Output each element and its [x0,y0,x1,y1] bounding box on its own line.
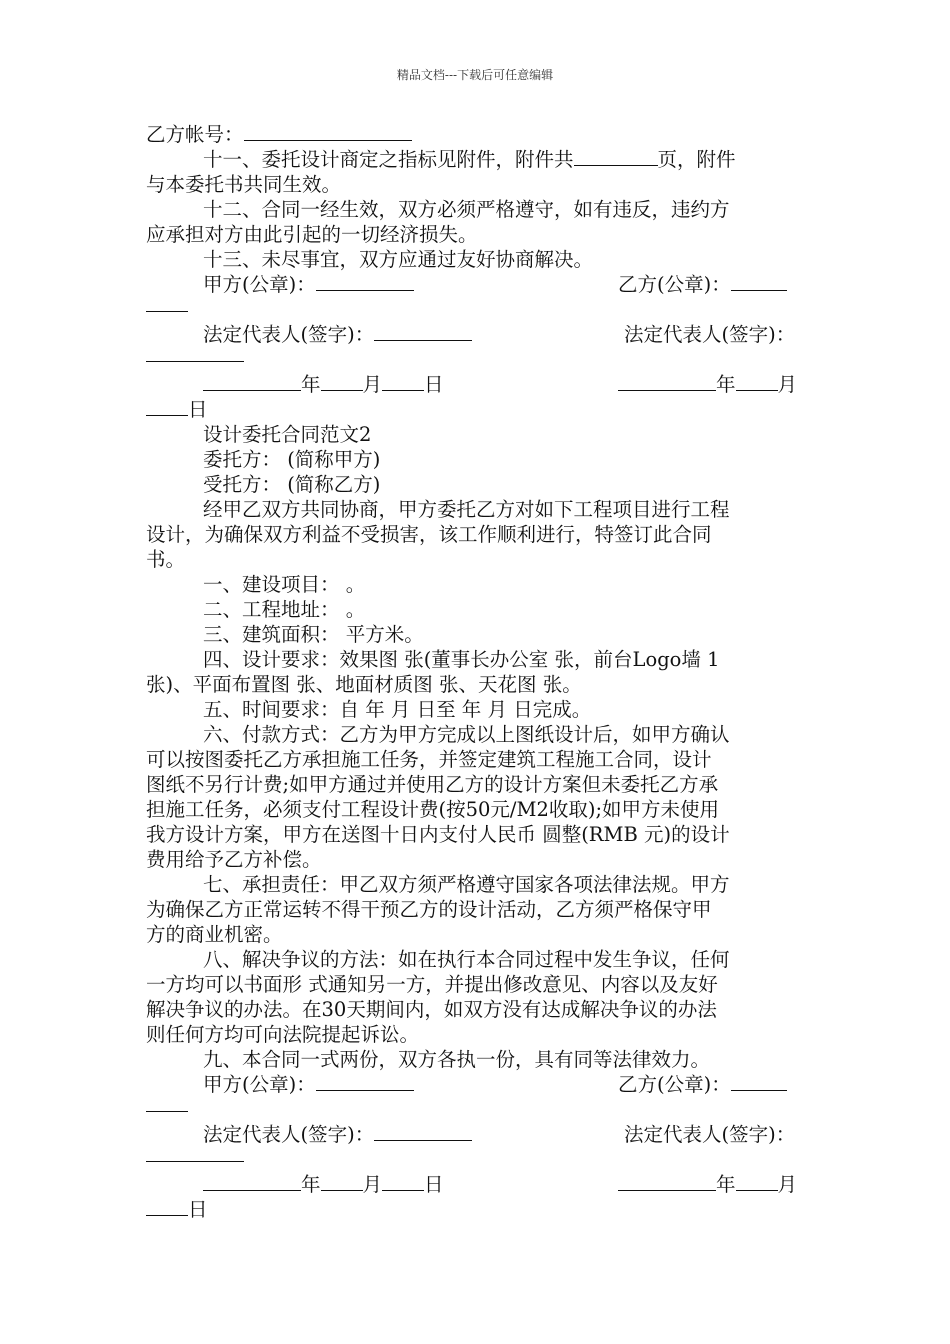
party-seal-line-2: 甲方(公章)： 乙方(公章)： [146,1072,808,1097]
date-line: 年 月 日 年 月 [146,372,808,397]
clause-11: 十一、委托设计商定之指标见附件，附件共 页，附件 [203,148,736,171]
contract-title: 设计委托合同范文2 [203,423,372,446]
item-2: 二、工程地址： 。 [203,598,366,621]
intro: 经甲乙双方共同协商，甲方委托乙方对如下工程项目进行工程 [203,498,730,521]
clause-13: 十三、未尽事宜，双方应通过友好协商解决。 [203,248,594,271]
party-seal-line: 甲方(公章)： 乙方(公章)： [146,272,808,297]
rep-sign-line: 法定代表人(签字)： 法定代表人(签字)： [203,323,796,346]
item-9: 九、本合同一式两份，双方各执一份，具有同等法律效力。 [203,1048,711,1071]
clause-12-cont: 应承担对方由此引起的一切经济损失。 [146,223,478,246]
item-3: 三、建筑面积： 平方米。 [203,623,424,646]
clause-12: 十二、合同一经生效，双方必须严格遵守，如有违反，违约方 [203,198,730,221]
item-5: 五、时间要求：自 年 月 日至 年 月 日完成。 [203,698,592,721]
client-line: 委托方： (简称甲方) [203,448,381,471]
item-8: 八、解决争议的方法：如在执行本合同过程中发生争议，任何 [203,948,730,971]
rep-sign-line-2: 法定代表人(签字)： 法定代表人(签字)： [203,1123,796,1146]
date-line-2: 年 月 日 年 月 [146,1172,808,1197]
item-6: 六、付款方式：乙方为甲方完成以上图纸设计后，如甲方确认 [203,723,730,746]
item-7: 七、承担责任：甲乙双方须严格遵守国家各项法律法规。甲方 [203,873,730,896]
attachment-page-blank [574,148,658,166]
page-header: 精品文档---下载后可任意编辑 [396,68,554,82]
item-1: 一、建设项目： 。 [203,573,366,596]
account-blank [244,123,412,141]
account-line: 乙方帐号： [146,122,808,147]
clause-11-cont: 与本委托书共同生效。 [146,173,342,196]
contractor-line: 受托方： (简称乙方) [203,473,381,496]
document-body: 乙方帐号： 十一、委托设计商定之指标见附件，附件共 页，附件 与本委托书共同生效。 十二、合同一经生效，双方必须严格遵守，如有违反，违约方 应承担对方由此引起的一切经济损失。 十三、未尽事宜，双方应通过友好协商解决。 甲方(公章)： 乙方(公章)： 法定代表人(签字)： 法定代表人(签字)： 年 月 日 年 月 日 设计委托合同范文2 委托方： (简称甲方) 受托方： (简称乙方) 经甲乙双方共同协商，甲方委托乙方对如下工程项目进行工程 设计，为确保双方利益不受损害，该工作顺利进行，特签订此合同 书。 一、建设项目： 。 二、工程地址： 。 三、建筑面积： 平方米。 四、设计要求：效果图 张(董事长办公室 张，前台Logo墙 1 张)、平面布置图 张、地面材质图 张、天花图 张。 五、时间要求：自 年 月 日至 年 月 日完成。 六、付款方式：乙方为甲方完成以上图纸设计后，如甲方确认 可以按图委托乙方承担施工任务，并签定建筑工程施工合同，设计 图纸不另行计费;如甲方通过并使用乙方的设计方案但未委托乙方承 担施工任务，必须支付工程设计费(按50元/M2收取);如甲方未使用 我方设计方案，甲方在送图十日内支付人民币 圆整(RMB 元)的设计 费用给予乙方补偿。 七、承担责任：甲乙双方须严格遵守国家各项法律法规。甲方 为确保乙方正常运转不得干预乙方的设计活动，乙方须严格保守甲 方的商业机密。 八、解决争议的方法：如在执行本合同过程中发生争议，任何 一方均可以书面形 式通知另一方，并提出修改意见、内容以及友好 解决争议的办法。在30天期间内，如双方没有达成解决争议的办法 则任何方均可向法院提起诉讼。 九、本合同一式两份，双方各执一份，具有同等法律效力。 甲方(公章)： 乙方(公章)： 法定代表人(签字)： 法定代表人(签字)： 年 月 日 年 月 日 [146,122,808,1222]
item-4: 四、设计要求：效果图 张(董事长办公室 张，前台Logo墙 1 [203,648,720,671]
